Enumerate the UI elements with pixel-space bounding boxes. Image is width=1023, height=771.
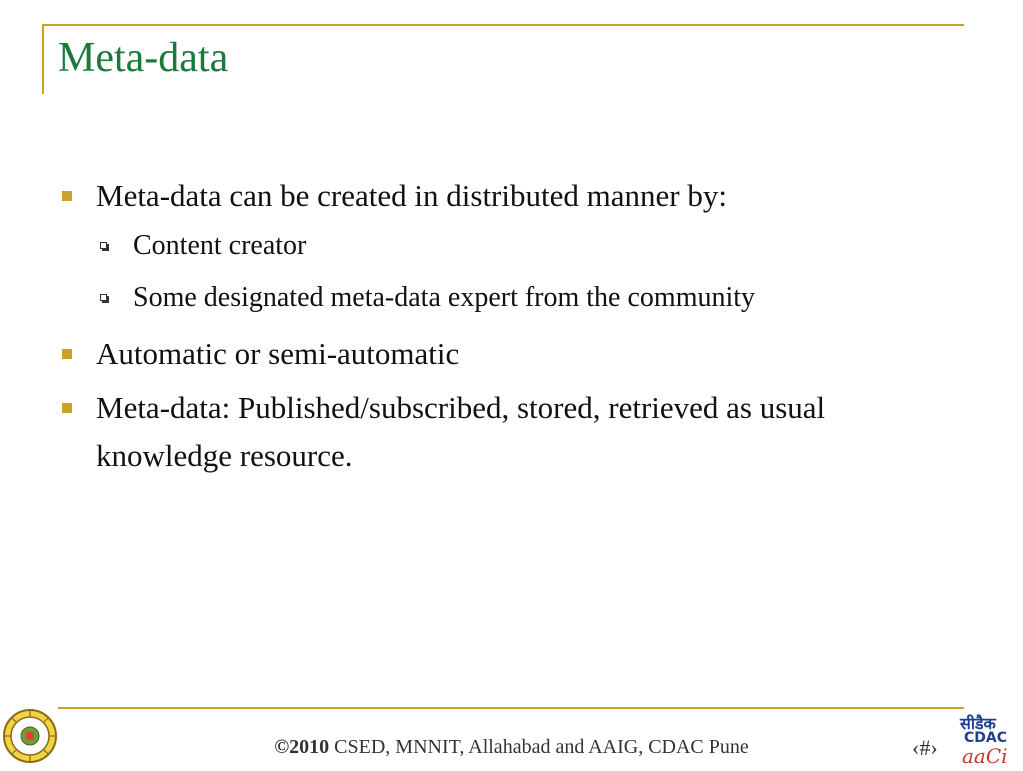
bullet-text: Automatic or semi-automatic <box>96 336 460 371</box>
sub-bullet-item <box>60 220 940 272</box>
cdac-logo <box>960 712 1022 767</box>
footer-text <box>0 736 1023 759</box>
bullet-item <box>60 330 940 378</box>
cdac-logo-text: CDAC <box>964 730 1008 746</box>
top-rule <box>42 24 964 26</box>
footer-credit: CSED, MNNIT, Allahabad and AAIG, CDAC Pune <box>329 736 749 758</box>
square-bullet-icon <box>62 403 72 413</box>
hollow-square-bullet-icon <box>100 294 107 301</box>
footer-copyright: ©2010 <box>274 736 330 758</box>
hollow-square-bullet-icon <box>100 242 107 249</box>
bullet-text: Meta-data: Published/subscribed, stored, retrieved as usual knowledge resource. <box>96 390 826 473</box>
square-bullet-icon <box>62 349 72 359</box>
aaci-logo-text: aaCi <box>962 744 1008 768</box>
sub-bullet-text: Content creator <box>133 230 307 261</box>
sub-bullet-item <box>60 272 940 324</box>
footer-rule <box>58 707 964 709</box>
slide-body <box>60 172 940 480</box>
bullet-text: Meta-data can be created in distributed manner by: <box>96 178 727 213</box>
sub-bullet-text: Some designated meta-data expert from the community <box>133 282 756 313</box>
square-bullet-icon <box>62 191 72 201</box>
page-number: ‹#› <box>912 735 938 760</box>
slide-title: Meta-data <box>58 35 229 81</box>
bullet-item <box>60 384 940 480</box>
left-rule <box>42 24 44 94</box>
bullet-item <box>60 172 940 220</box>
cdac-logo-hindi: सीडैक <box>960 714 996 733</box>
